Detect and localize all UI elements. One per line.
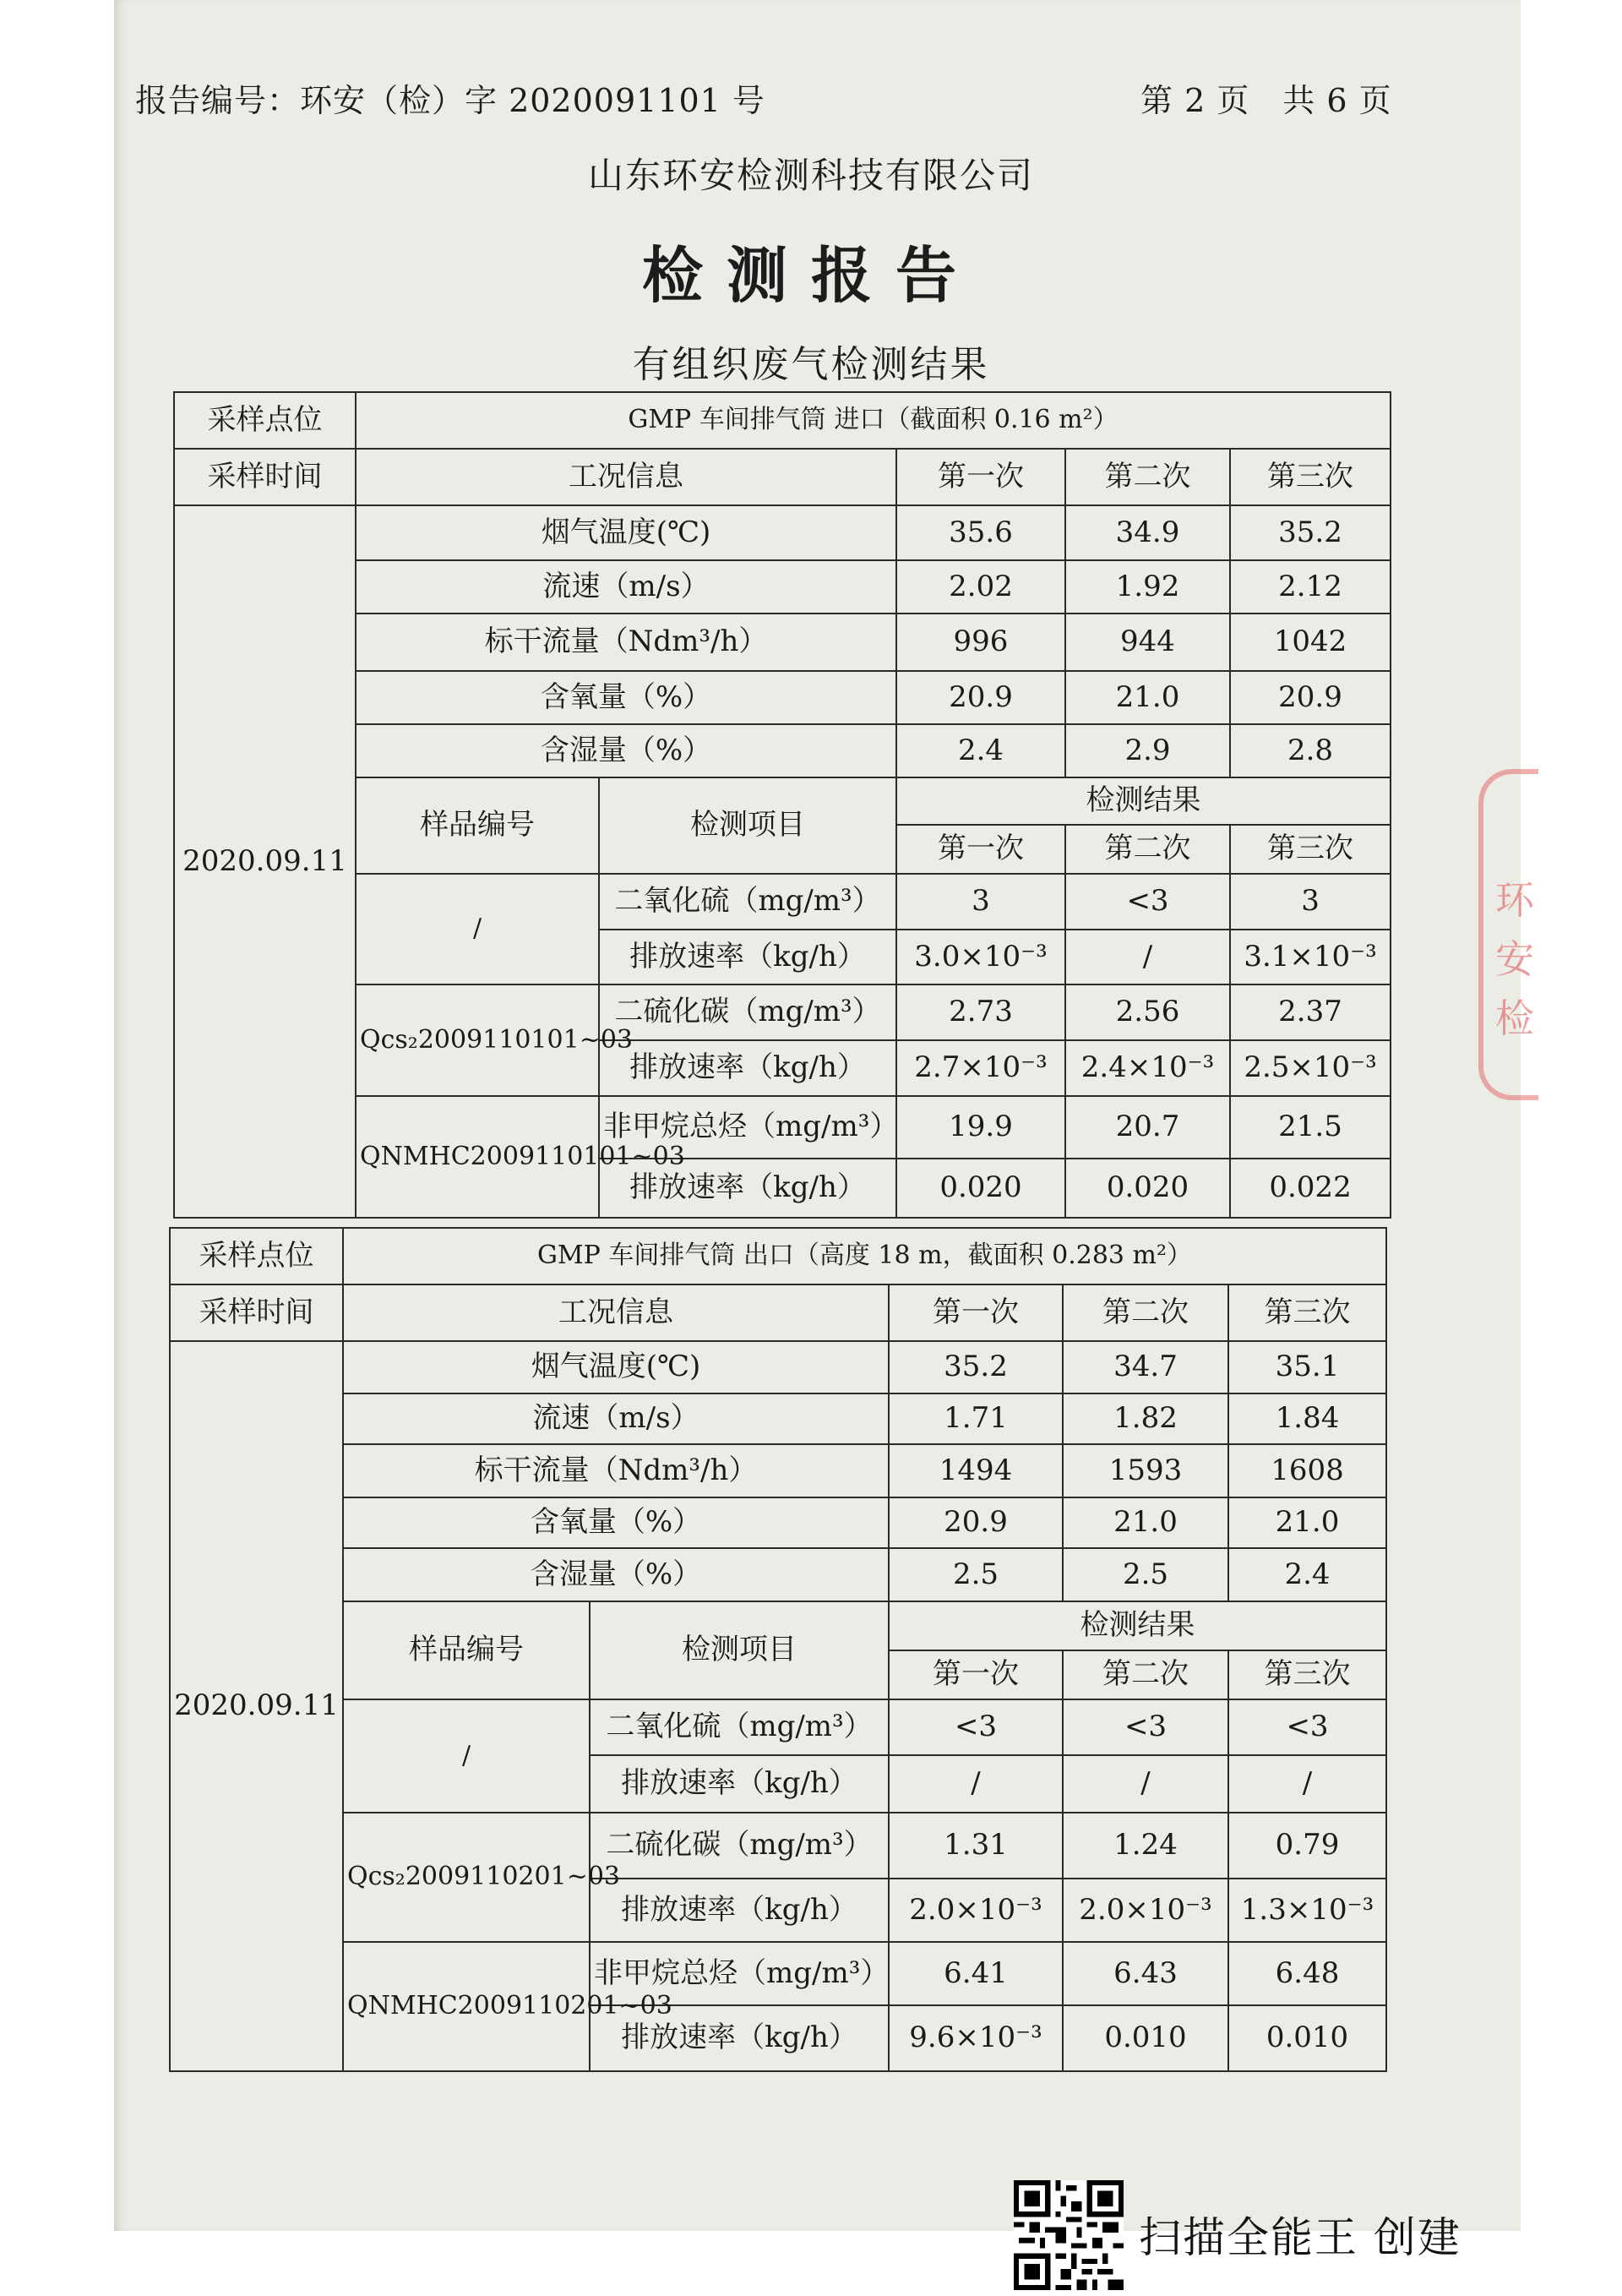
location-value: GMP 车间排气筒 进口（截面积 0.16 m²） [356, 392, 1391, 449]
result-value: 1.3×10⁻³ [1228, 1879, 1386, 1942]
run-header: 第三次 [1228, 1284, 1386, 1341]
result-value: / [1063, 1755, 1228, 1813]
condition-value: 20.9 [896, 671, 1065, 724]
result-value: / [1065, 930, 1230, 984]
condition-name: 标干流量（Ndm³/h） [356, 614, 896, 671]
condition-value: 1593 [1063, 1444, 1228, 1497]
result-value: 20.7 [1065, 1096, 1230, 1159]
item-header: 检测项目 [590, 1601, 889, 1699]
condition-value: 2.5 [889, 1548, 1063, 1601]
result-value: 21.5 [1230, 1096, 1391, 1159]
condition-value: 35.2 [889, 1341, 1063, 1393]
run-header: 第一次 [896, 449, 1065, 505]
result-value: 0.022 [1230, 1159, 1391, 1218]
condition-name: 标干流量（Ndm³/h） [343, 1444, 889, 1497]
result-value: 1.31 [889, 1813, 1063, 1879]
result-value: 0.020 [1065, 1159, 1230, 1218]
condition-value: 2.12 [1230, 560, 1391, 614]
result-value: 0.010 [1228, 2005, 1386, 2071]
report-number: 报告编号：环安（检）字 2020091101 号 [135, 82, 765, 119]
condition-name: 流速（m/s） [356, 560, 896, 614]
result-value: 1.24 [1063, 1813, 1228, 1879]
condition-name: 含氧量（%） [356, 671, 896, 724]
location-label: 采样点位 [174, 392, 356, 449]
condition-value: 34.7 [1063, 1341, 1228, 1393]
result-value: 6.48 [1228, 1942, 1386, 2005]
run-header: 第三次 [1230, 449, 1391, 505]
run-header: 第二次 [1063, 1650, 1228, 1699]
test-item: 排放速率（kg/h） [590, 1879, 889, 1942]
result-value: 9.6×10⁻³ [889, 2005, 1063, 2071]
result-value: 2.37 [1230, 984, 1391, 1040]
result-value: 0.79 [1228, 1813, 1386, 1879]
sample-number: QNMHC2009110201~03 [343, 1942, 590, 2071]
official-seal-text: 环安检 [1495, 877, 1534, 1041]
time-label: 采样时间 [170, 1284, 343, 1341]
result-value: 3.0×10⁻³ [896, 930, 1065, 984]
result-header: 检测结果 [896, 777, 1391, 825]
result-value: 3.1×10⁻³ [1230, 930, 1391, 984]
condition-value: 21.0 [1228, 1497, 1386, 1548]
condition-name: 流速（m/s） [343, 1393, 889, 1444]
condition-value: 2.4 [1228, 1548, 1386, 1601]
sample-number: Qcs₂2009110201~03 [343, 1813, 590, 1942]
test-item: 排放速率（kg/h） [590, 1755, 889, 1813]
condition-value: 35.1 [1228, 1341, 1386, 1393]
test-item: 二氧化硫（mg/m³） [590, 1699, 889, 1755]
sample-number: / [343, 1699, 590, 1813]
result-value: 6.41 [889, 1942, 1063, 2005]
scanner-watermark: 扫描全能王 创建 [1139, 2213, 1461, 2262]
outlet-results-table [169, 1227, 1387, 2072]
condition-value: 2.9 [1065, 724, 1230, 777]
run-header: 第二次 [1065, 825, 1230, 874]
qr-code-icon [1014, 2180, 1124, 2290]
run-header: 第二次 [1065, 449, 1230, 505]
run-header: 第一次 [896, 825, 1065, 874]
sample-no-header: 样品编号 [343, 1601, 590, 1699]
condition-value: 35.2 [1230, 505, 1391, 560]
test-item: 排放速率（kg/h） [590, 2005, 889, 2071]
condition-header: 工况信息 [356, 449, 896, 505]
condition-name: 含湿量（%） [356, 724, 896, 777]
condition-value: 2.8 [1230, 724, 1391, 777]
result-value: 2.56 [1065, 984, 1230, 1040]
test-item: 非甲烷总烃（mg/m³） [590, 1942, 889, 2005]
test-item: 非甲烷总烃（mg/m³） [599, 1096, 896, 1159]
condition-value: 944 [1065, 614, 1230, 671]
location-label: 采样点位 [170, 1228, 343, 1284]
condition-value: 20.9 [889, 1497, 1063, 1548]
result-value: / [889, 1755, 1063, 1813]
time-label: 采样时间 [174, 449, 356, 505]
sample-number: / [356, 874, 599, 984]
sample-number: Qcs₂2009110101~03 [356, 984, 599, 1096]
result-value: 3 [1230, 874, 1391, 930]
result-value: 2.4×10⁻³ [1065, 1040, 1230, 1096]
condition-name: 含湿量（%） [343, 1548, 889, 1601]
result-value: / [1228, 1755, 1386, 1813]
run-header: 第一次 [889, 1284, 1063, 1341]
section-title: 有组织废气检测结果 [632, 343, 990, 386]
run-header: 第三次 [1230, 825, 1391, 874]
result-value: 2.0×10⁻³ [1063, 1879, 1228, 1942]
result-value: 2.5×10⁻³ [1230, 1040, 1391, 1096]
condition-value: 21.0 [1063, 1497, 1228, 1548]
report-title: 检测报告 [641, 239, 980, 311]
test-item: 排放速率（kg/h） [599, 1159, 896, 1218]
condition-value: 34.9 [1065, 505, 1230, 560]
result-value: <3 [1065, 874, 1230, 930]
condition-value: 1.92 [1065, 560, 1230, 614]
result-header: 检测结果 [889, 1601, 1386, 1650]
condition-value: 1494 [889, 1444, 1063, 1497]
inlet-results-table [173, 391, 1391, 1219]
condition-value: 1608 [1228, 1444, 1386, 1497]
sampling-date: 2020.09.11 [174, 505, 356, 1218]
result-value: 2.0×10⁻³ [889, 1879, 1063, 1942]
result-value: 0.010 [1063, 2005, 1228, 2071]
condition-value: 2.02 [896, 560, 1065, 614]
item-header: 检测项目 [599, 777, 896, 874]
run-header: 第三次 [1228, 1650, 1386, 1699]
condition-value: 996 [896, 614, 1065, 671]
condition-value: 2.5 [1063, 1548, 1228, 1601]
condition-value: 1.71 [889, 1393, 1063, 1444]
test-item: 排放速率（kg/h） [599, 930, 896, 984]
condition-value: 20.9 [1230, 671, 1391, 724]
sample-no-header: 样品编号 [356, 777, 599, 874]
page-info: 第 2 页 共 6 页 [1140, 82, 1392, 119]
result-value: 2.7×10⁻³ [896, 1040, 1065, 1096]
test-item: 二硫化碳（mg/m³） [590, 1813, 889, 1879]
condition-name: 烟气温度(℃) [343, 1341, 889, 1393]
condition-value: 1.82 [1063, 1393, 1228, 1444]
condition-name: 含氧量（%） [343, 1497, 889, 1548]
result-value: 6.43 [1063, 1942, 1228, 2005]
run-header: 第二次 [1063, 1284, 1228, 1341]
result-value: 19.9 [896, 1096, 1065, 1159]
result-value: <3 [1063, 1699, 1228, 1755]
result-value: 3 [896, 874, 1065, 930]
sampling-date: 2020.09.11 [170, 1341, 343, 2071]
condition-name: 烟气温度(℃) [356, 505, 896, 560]
condition-header: 工况信息 [343, 1284, 889, 1341]
condition-value: 2.4 [896, 724, 1065, 777]
condition-value: 35.6 [896, 505, 1065, 560]
run-header: 第一次 [889, 1650, 1063, 1699]
company-name: 山东环安检测科技有限公司 [587, 155, 1034, 196]
test-item: 二硫化碳（mg/m³） [599, 984, 896, 1040]
condition-value: 21.0 [1065, 671, 1230, 724]
test-item: 二氧化硫（mg/m³） [599, 874, 896, 930]
condition-value: 1.84 [1228, 1393, 1386, 1444]
result-value: <3 [1228, 1699, 1386, 1755]
condition-value: 1042 [1230, 614, 1391, 671]
result-value: 2.73 [896, 984, 1065, 1040]
location-value: GMP 车间排气筒 出口（高度 18 m，截面积 0.283 m²） [343, 1228, 1386, 1284]
test-item: 排放速率（kg/h） [599, 1040, 896, 1096]
sample-number: QNMHC2009110101~03 [356, 1096, 599, 1218]
result-value: 0.020 [896, 1159, 1065, 1218]
result-value: <3 [889, 1699, 1063, 1755]
